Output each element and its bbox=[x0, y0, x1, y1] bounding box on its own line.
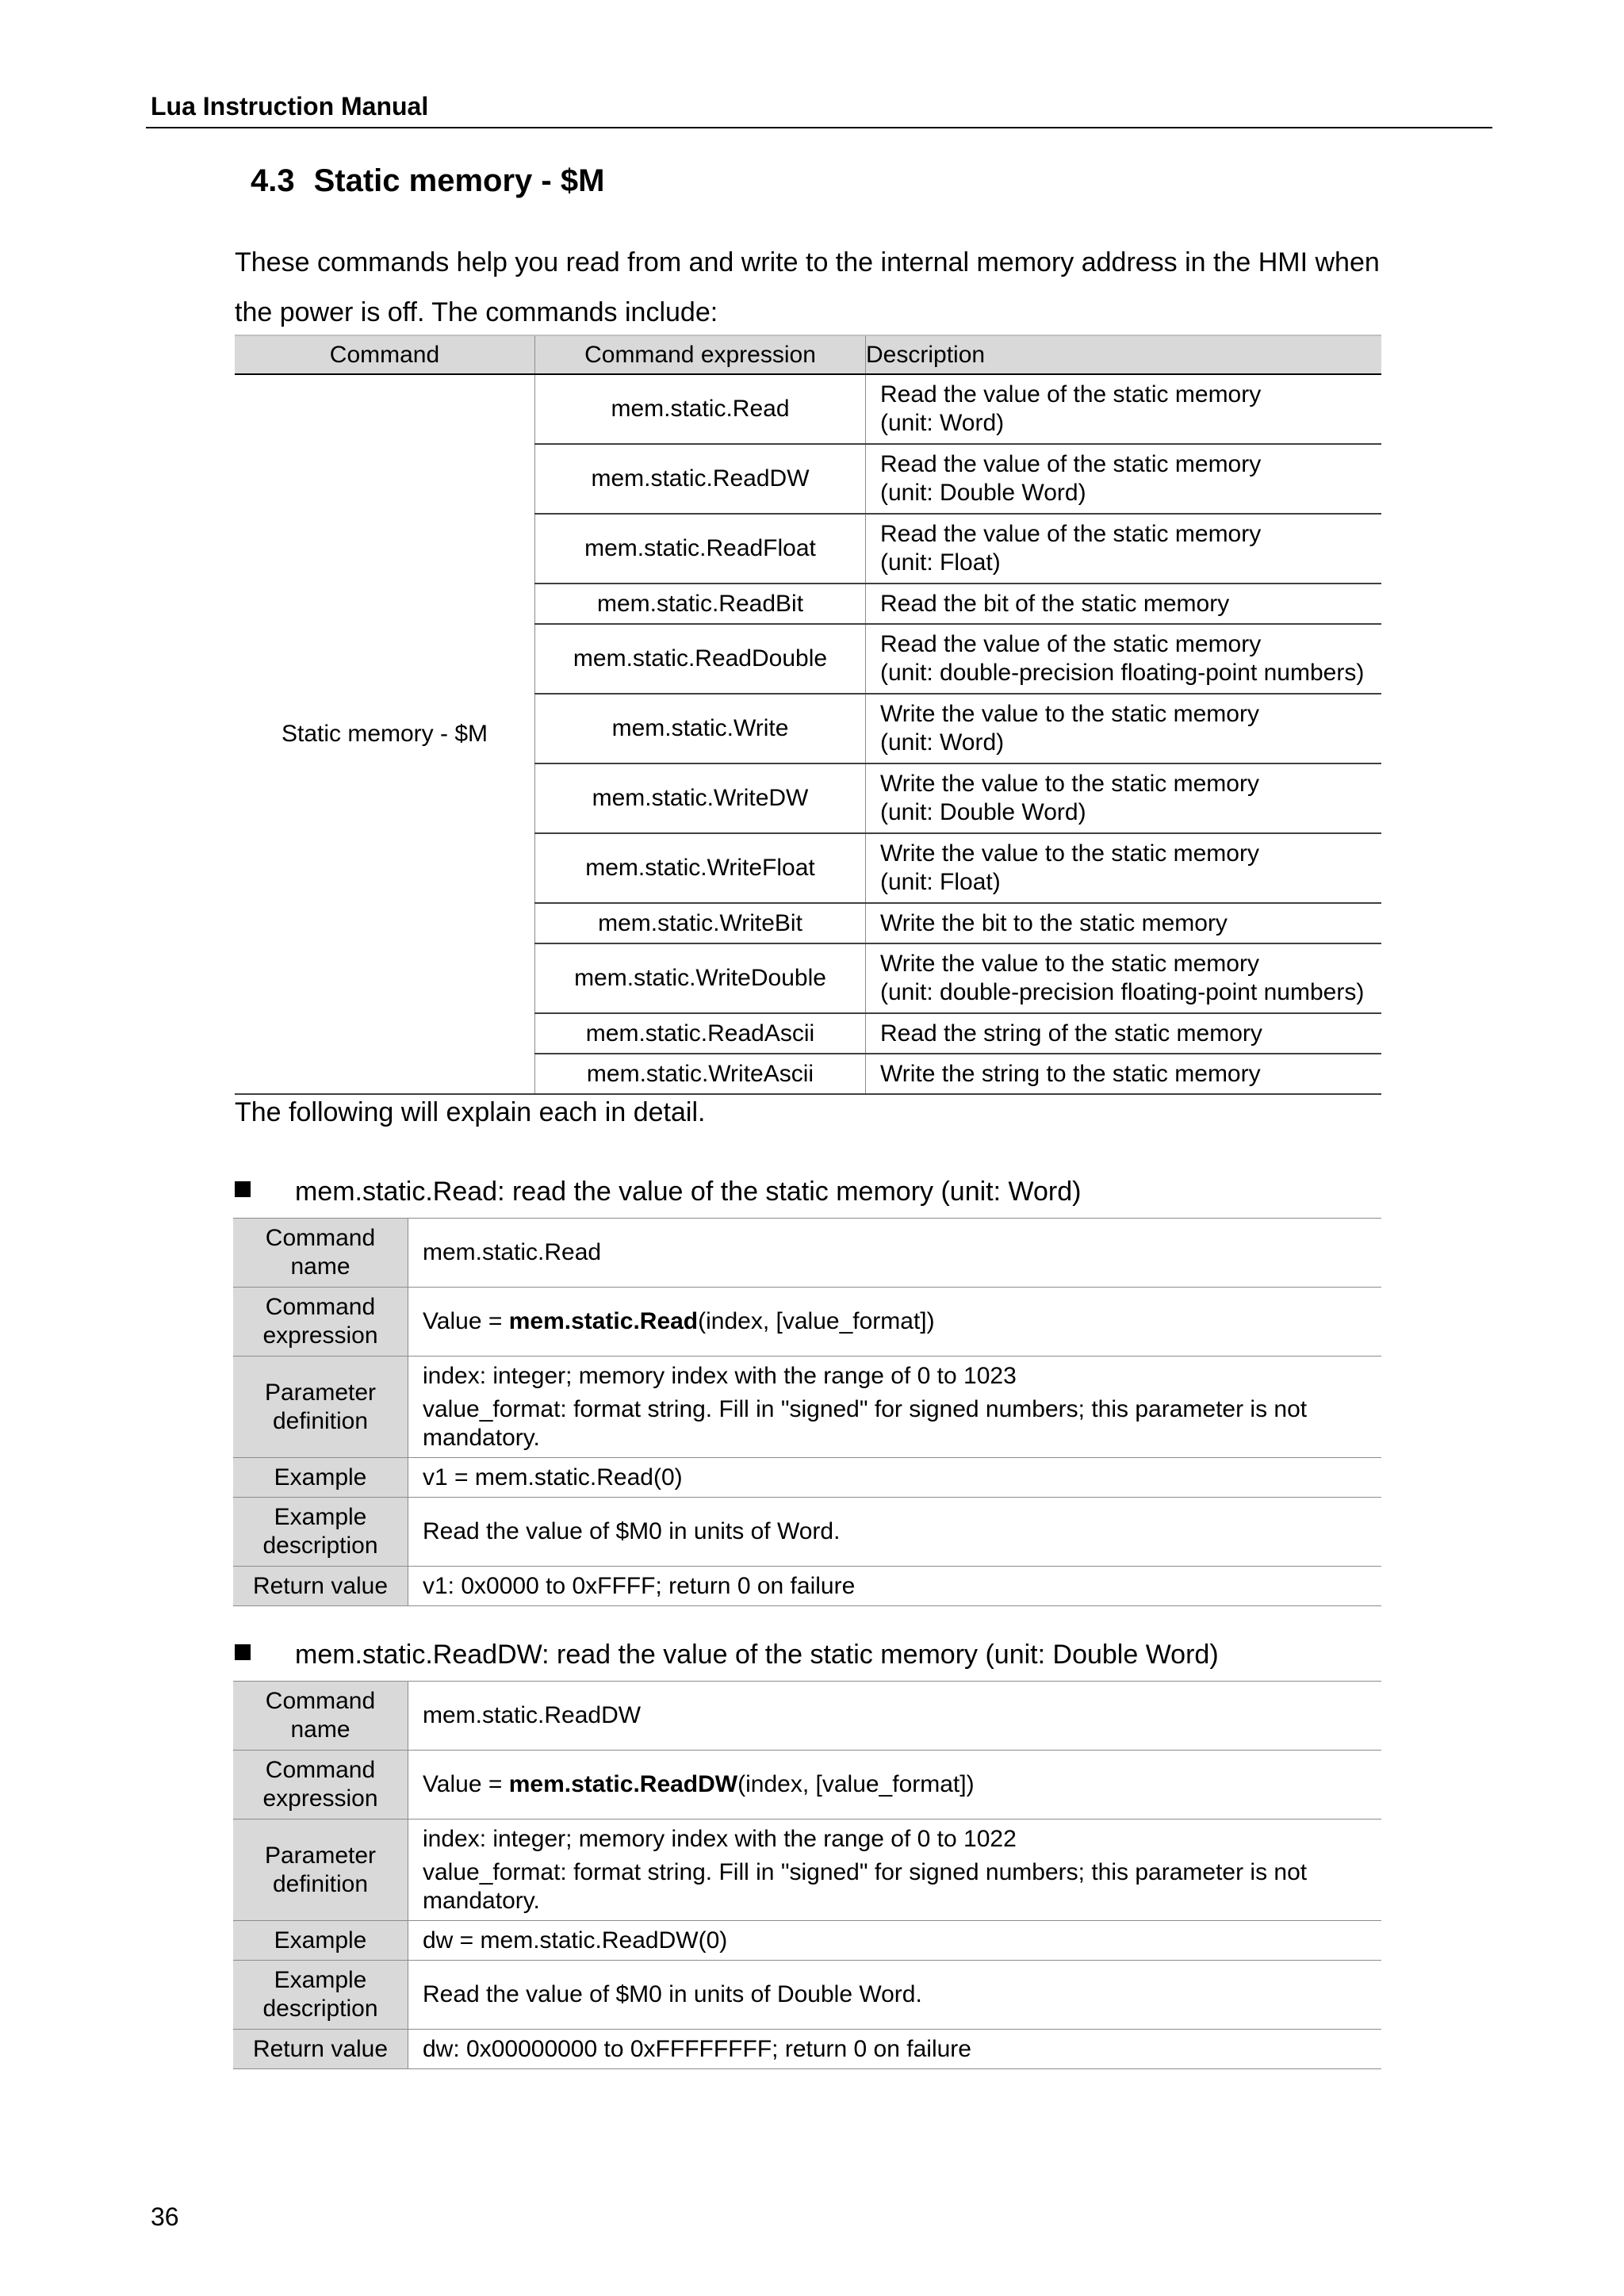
value-return-value: dw: 0x00000000 to 0xFFFFFFFF; return 0 on failure bbox=[408, 2030, 1382, 2069]
table-row bbox=[233, 2030, 1381, 2069]
label-return-value: Return value bbox=[233, 2030, 408, 2069]
value-command-expression bbox=[408, 1288, 1382, 1357]
expression-cell: mem.static.WriteDW bbox=[535, 763, 866, 833]
table-row bbox=[233, 1498, 1381, 1567]
table-row bbox=[233, 1219, 1381, 1288]
description-cell bbox=[866, 833, 1382, 903]
column-header-command: Command bbox=[235, 335, 535, 374]
expression-cell: mem.static.ReadDouble bbox=[535, 624, 866, 694]
expression-cell: mem.static.ReadDW bbox=[535, 444, 866, 514]
description-unit: (unit: double-precision floating-point numbers) bbox=[880, 660, 1365, 686]
parameter-line: mandatory. bbox=[423, 1424, 540, 1451]
section-title: Static memory - $M bbox=[313, 163, 605, 198]
label-line: Parameter bbox=[264, 1842, 377, 1869]
intro-line: the power is off. The commands include: bbox=[235, 297, 718, 327]
label-line: Command bbox=[265, 1757, 376, 1783]
expression-cell: mem.static.WriteAscii bbox=[535, 1054, 866, 1094]
value-command-name: mem.static.Read bbox=[408, 1219, 1382, 1288]
description-cell bbox=[866, 943, 1382, 1013]
label-line: Example bbox=[274, 1967, 367, 1993]
label-example-description bbox=[233, 1498, 408, 1567]
parameter-value-format bbox=[423, 1858, 1367, 1915]
description-cell bbox=[866, 444, 1382, 514]
expression-cell: mem.static.WriteFloat bbox=[535, 833, 866, 903]
bullet-square-icon bbox=[235, 1181, 251, 1197]
description-unit: (unit: Word) bbox=[880, 410, 1005, 436]
table-row bbox=[233, 1751, 1381, 1820]
label-line: Command bbox=[265, 1688, 376, 1714]
expression-cell: mem.static.WriteBit bbox=[535, 903, 866, 943]
label-line: description bbox=[262, 1533, 378, 1559]
parameter-line: mandatory. bbox=[423, 1887, 540, 1914]
command-heading bbox=[235, 1640, 1219, 1670]
value-example: dw = mem.static.ReadDW(0) bbox=[408, 1921, 1382, 1961]
running-header-title: Lua Instruction Manual bbox=[151, 92, 429, 121]
description-unit: (unit: Float) bbox=[880, 549, 1001, 576]
label-command-expression bbox=[233, 1751, 408, 1820]
expression-function: mem.static.Read bbox=[508, 1308, 699, 1334]
value-command-name: mem.static.ReadDW bbox=[408, 1682, 1382, 1751]
bullet-square-icon bbox=[235, 1644, 251, 1660]
table-row bbox=[233, 1961, 1381, 2030]
label-parameter-definition bbox=[233, 1820, 408, 1921]
parameter-index: index: integer; memory index with the range of 0 to 1022 bbox=[423, 1825, 1017, 1852]
table-row bbox=[233, 1288, 1381, 1357]
command-heading-text: mem.static.Read: read the value of the static memory (unit: Word) bbox=[295, 1177, 1082, 1207]
label-example: Example bbox=[233, 1458, 408, 1498]
description-line: Write the value to the static memory bbox=[880, 771, 1259, 797]
description-line: Write the value to the static memory bbox=[880, 840, 1259, 867]
intro-line: These commands help you read from and write to the internal memory address in the HMI when bbox=[235, 247, 1380, 277]
description-cell bbox=[866, 763, 1382, 833]
label-line: expression bbox=[262, 1785, 378, 1812]
command-heading bbox=[235, 1177, 1081, 1207]
description-line: Read the value of the static memory bbox=[880, 521, 1262, 547]
value-parameter-definition bbox=[408, 1820, 1382, 1921]
label-example-description bbox=[233, 1961, 408, 2030]
section-number: 4.3 bbox=[251, 163, 295, 198]
label-line: name bbox=[290, 1253, 350, 1280]
label-return-value: Return value bbox=[233, 1567, 408, 1606]
table-row bbox=[233, 1567, 1381, 1606]
description-line: Read the value of the static memory bbox=[880, 381, 1262, 408]
label-line: name bbox=[290, 1716, 350, 1743]
label-command-name bbox=[233, 1682, 408, 1751]
description-line: Write the value to the static memory bbox=[880, 951, 1259, 977]
table-row bbox=[233, 1458, 1381, 1498]
description-unit: (unit: Double Word) bbox=[880, 799, 1086, 825]
description-line: Read the value of the static memory bbox=[880, 451, 1262, 477]
table-row bbox=[233, 1921, 1381, 1961]
label-line: definition bbox=[272, 1870, 369, 1897]
label-line: Parameter bbox=[264, 1379, 377, 1406]
command-detail-table bbox=[233, 1681, 1381, 2069]
description-unit: (unit: Float) bbox=[880, 869, 1001, 895]
label-parameter-definition bbox=[233, 1357, 408, 1458]
description-cell bbox=[866, 624, 1382, 694]
table-row bbox=[233, 1820, 1381, 1921]
command-group-cell: Static memory - $M bbox=[235, 374, 535, 1094]
description-cell bbox=[866, 374, 1382, 444]
header-rule bbox=[146, 127, 1492, 128]
description-cell: Write the string to the static memory bbox=[866, 1054, 1382, 1094]
description-line: Read the value of the static memory bbox=[880, 631, 1262, 657]
label-line: Command bbox=[265, 1225, 376, 1251]
description-cell: Read the bit of the static memory bbox=[866, 584, 1382, 624]
description-cell: Read the string of the static memory bbox=[866, 1013, 1382, 1054]
label-line: expression bbox=[262, 1322, 378, 1349]
parameter-line: value_format: format string. Fill in "signed" for signed numbers; this parameter is not bbox=[423, 1858, 1308, 1885]
value-example-description: Read the value of $M0 in units of Word. bbox=[408, 1498, 1382, 1567]
expression-cell: mem.static.ReadFloat bbox=[535, 514, 866, 584]
page-number: 36 bbox=[151, 2202, 179, 2231]
label-line: Example bbox=[274, 1504, 367, 1530]
expression-cell: mem.static.WriteDouble bbox=[535, 943, 866, 1013]
column-header-description: Description bbox=[866, 335, 1382, 374]
label-command-expression bbox=[233, 1288, 408, 1357]
description-unit: (unit: Double Word) bbox=[880, 480, 1086, 506]
expression-cell: mem.static.ReadAscii bbox=[535, 1013, 866, 1054]
expression-function: mem.static.ReadDW bbox=[508, 1771, 738, 1797]
description-cell bbox=[866, 514, 1382, 584]
value-example-description: Read the value of $M0 in units of Double Word. bbox=[408, 1961, 1382, 2030]
label-line: definition bbox=[272, 1407, 369, 1434]
label-example: Example bbox=[233, 1921, 408, 1961]
expression-arguments: (index, [value_format]) bbox=[698, 1308, 935, 1334]
section-heading bbox=[251, 163, 604, 199]
table-row bbox=[233, 1357, 1381, 1458]
description-line: Write the value to the static memory bbox=[880, 701, 1259, 727]
table-row bbox=[233, 1682, 1381, 1751]
expression-prefix: Value = bbox=[423, 1308, 509, 1334]
value-example: v1 = mem.static.Read(0) bbox=[408, 1458, 1382, 1498]
value-command-expression bbox=[408, 1751, 1382, 1820]
description-cell: Write the bit to the static memory bbox=[866, 903, 1382, 943]
expression-cell: mem.static.ReadBit bbox=[535, 584, 866, 624]
parameter-index: index: integer; memory index with the range of 0 to 1023 bbox=[423, 1362, 1017, 1389]
expression-prefix: Value = bbox=[423, 1771, 509, 1797]
command-heading-text: mem.static.ReadDW: read the value of the static memory (unit: Double Word) bbox=[295, 1640, 1219, 1670]
label-line: Command bbox=[265, 1294, 376, 1320]
table-header-row bbox=[235, 335, 1381, 374]
label-command-name bbox=[233, 1219, 408, 1288]
label-line: description bbox=[262, 1996, 378, 2022]
follow-text: The following will explain each in detail. bbox=[235, 1097, 706, 1127]
command-detail-table bbox=[233, 1218, 1381, 1606]
command-overview-table bbox=[235, 335, 1381, 1095]
parameter-line: value_format: format string. Fill in "signed" for signed numbers; this parameter is not bbox=[423, 1395, 1308, 1422]
column-header-command-expression: Command expression bbox=[535, 335, 866, 374]
description-unit: (unit: Word) bbox=[880, 729, 1005, 756]
value-parameter-definition bbox=[408, 1357, 1382, 1458]
description-cell bbox=[866, 694, 1382, 763]
table-row bbox=[235, 374, 1381, 444]
value-return-value: v1: 0x0000 to 0xFFFF; return 0 on failure bbox=[408, 1567, 1382, 1606]
expression-cell: mem.static.Write bbox=[535, 694, 866, 763]
expression-arguments: (index, [value_format]) bbox=[737, 1771, 975, 1797]
expression-cell: mem.static.Read bbox=[535, 374, 866, 444]
description-unit: (unit: double-precision floating-point numbers) bbox=[880, 979, 1365, 1005]
intro-paragraph bbox=[235, 238, 1503, 338]
parameter-value-format bbox=[423, 1395, 1367, 1452]
